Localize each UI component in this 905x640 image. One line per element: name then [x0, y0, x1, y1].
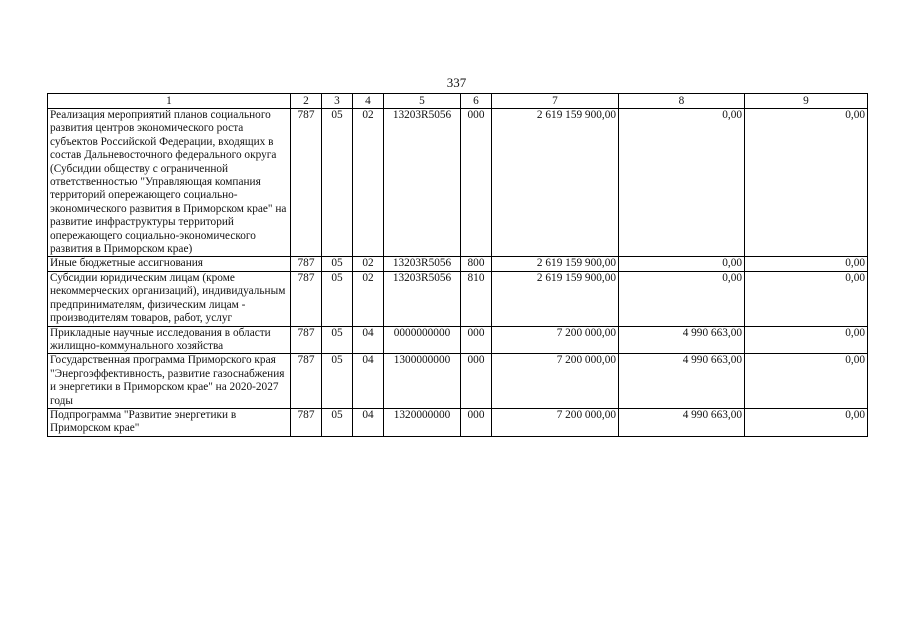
row-ved: 787 [291, 408, 322, 436]
row-name: Государственная программа Приморского края "Энергоэффективность, развитие газоснабжения и энергетики в Приморском крае" на 2020-2027 годы [48, 354, 291, 409]
row-sum-8: 4 990 663,00 [619, 354, 745, 409]
row-ved: 787 [291, 257, 322, 271]
header-row [48, 94, 868, 109]
col-header-4: 4 [353, 94, 384, 109]
col-header-9: 9 [745, 94, 868, 109]
row-csr: 13203R5056 [384, 257, 461, 271]
row-csr: 13203R5056 [384, 271, 461, 326]
row-sum-7: 7 200 000,00 [492, 408, 619, 436]
row-rz: 05 [322, 271, 353, 326]
table-row [48, 326, 868, 354]
row-pr: 02 [353, 109, 384, 257]
col-header-3: 3 [322, 94, 353, 109]
row-sum-8: 4 990 663,00 [619, 326, 745, 354]
row-sum-9: 0,00 [745, 271, 868, 326]
table-row [48, 271, 868, 326]
row-sum-8: 0,00 [619, 109, 745, 257]
row-sum-8: 4 990 663,00 [619, 408, 745, 436]
row-vr: 800 [461, 257, 492, 271]
row-vr: 000 [461, 408, 492, 436]
row-ved: 787 [291, 326, 322, 354]
row-vr: 810 [461, 271, 492, 326]
row-name: Реализация мероприятий планов социального развития центров экономического роста субъектов Российской Федерации, входящих в состав Дальневосточного федерального округа (Субсидии обществу с ограниченной ответственностью "Управляющая компания территорий опережающего социально-экономического развития в Приморском крае" на развитие инфраструктуры территорий опережающего социально-экономического развития в Приморском крае) [48, 109, 291, 257]
row-sum-9: 0,00 [745, 326, 868, 354]
row-pr: 02 [353, 257, 384, 271]
row-rz: 05 [322, 354, 353, 409]
row-ved: 787 [291, 109, 322, 257]
row-name: Подпрограмма "Развитие энергетики в Приморском крае" [48, 408, 291, 436]
row-sum-7: 7 200 000,00 [492, 354, 619, 409]
row-rz: 05 [322, 326, 353, 354]
row-sum-8: 0,00 [619, 271, 745, 326]
row-rz: 05 [322, 257, 353, 271]
budget-table [47, 93, 868, 437]
table-row [48, 354, 868, 409]
row-pr: 02 [353, 271, 384, 326]
row-pr: 04 [353, 354, 384, 409]
row-name: Прикладные научные исследования в области жилищно-коммунального хозяйства [48, 326, 291, 354]
page-number: 337 [446, 75, 467, 90]
row-rz: 05 [322, 408, 353, 436]
row-csr: 1300000000 [384, 354, 461, 409]
row-sum-9: 0,00 [745, 354, 868, 409]
row-csr: 0000000000 [384, 326, 461, 354]
row-sum-9: 0,00 [745, 257, 868, 271]
row-sum-7: 2 619 159 900,00 [492, 257, 619, 271]
row-pr: 04 [353, 408, 384, 436]
row-sum-9: 0,00 [745, 109, 868, 257]
table-row [48, 257, 868, 271]
row-rz: 05 [322, 109, 353, 257]
row-name: Иные бюджетные ассигнования [48, 257, 291, 271]
row-ved: 787 [291, 271, 322, 326]
row-ved: 787 [291, 354, 322, 409]
row-sum-9: 0,00 [745, 408, 868, 436]
table-row [48, 408, 868, 436]
row-pr: 04 [353, 326, 384, 354]
row-name: Субсидии юридическим лицам (кроме некоммерческих организаций), индивидуальным предпринимателям, физическим лицам - производителям товаров, работ, услуг [48, 271, 291, 326]
table-row [48, 109, 868, 257]
row-vr: 000 [461, 326, 492, 354]
row-sum-7: 2 619 159 900,00 [492, 271, 619, 326]
row-sum-7: 2 619 159 900,00 [492, 109, 619, 257]
row-sum-8: 0,00 [619, 257, 745, 271]
row-csr: 13203R5056 [384, 109, 461, 257]
col-header-2: 2 [291, 94, 322, 109]
row-sum-7: 7 200 000,00 [492, 326, 619, 354]
row-csr: 1320000000 [384, 408, 461, 436]
row-vr: 000 [461, 354, 492, 409]
col-header-7: 7 [492, 94, 619, 109]
row-vr: 000 [461, 109, 492, 257]
col-header-1: 1 [48, 94, 291, 109]
col-header-8: 8 [619, 94, 745, 109]
col-header-5: 5 [384, 94, 461, 109]
col-header-6: 6 [461, 94, 492, 109]
